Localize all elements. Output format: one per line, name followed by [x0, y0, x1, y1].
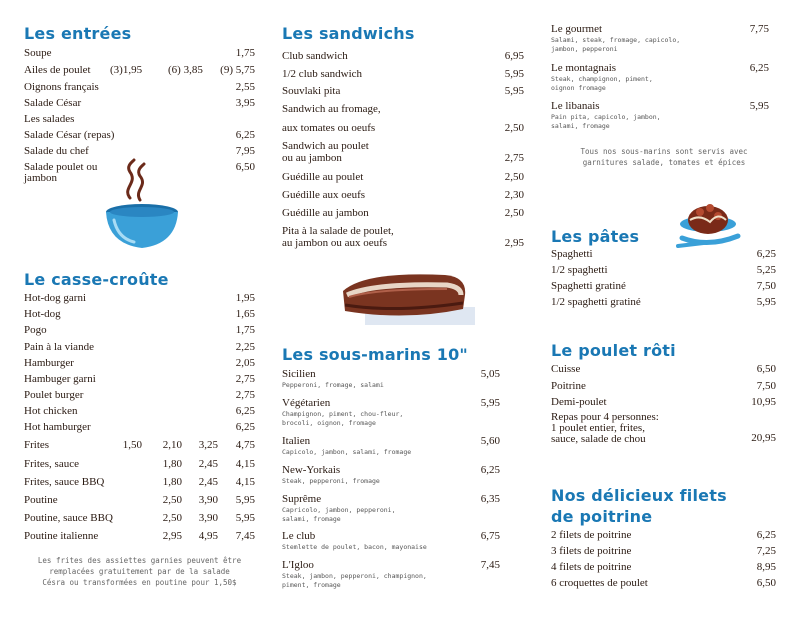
item-description: oignon fromage: [551, 84, 606, 92]
item-description: Steak, pepperoni, fromage: [282, 477, 380, 485]
item-description: salami, fromage: [282, 515, 341, 523]
section-title-filets-1: Nos délicieux filets: [551, 486, 727, 505]
section-title-entrees: Les entrées: [24, 24, 132, 43]
item-description: Salami, steak, fromage, capicolo,: [551, 36, 681, 44]
item-description: Capricolo, jambon, pepperoni,: [282, 506, 396, 514]
spaghetti-plate-image: [672, 190, 747, 262]
section-title-filets-2: de poitrine: [551, 507, 653, 526]
item-description: piment, fromage: [282, 581, 341, 589]
item-description: Steak, jambon, pepperoni, champignon,: [282, 572, 427, 580]
item-description: Stemlette de poulet, bacon, mayonaise: [282, 543, 427, 551]
item-description: Capicolo, jambon, salami, fromage: [282, 448, 412, 456]
item-description: Pain pita, capicolo, jambon,: [551, 113, 661, 121]
item-description: brocoli, oignon, fromage: [282, 419, 376, 427]
item-description: Champignon, piment, chou-fleur,: [282, 410, 404, 418]
section-title-sous-marins: Les sous-marins 10": [282, 345, 468, 364]
frites-note: Les frites des assiettes garnies peuvent être remplacées gratuitement par de la salade Césra ou transformées en poutine pour 1,50$: [37, 556, 242, 587]
item-description: Pepperoni, fromage, salami: [282, 381, 384, 389]
repas-description: Repas pour 4 personnes: 1 poulet entier, frites, sauce, salade de chou: [551, 411, 659, 445]
section-title-casse-croute: Le casse-croûte: [24, 270, 169, 289]
sous-marins-note: Tous nos sous-marins sont servis avec garnitures salade, tomates et épices: [580, 147, 748, 167]
item-description: salami, fromage: [551, 122, 610, 130]
item-description: jambon, pepperoni: [551, 45, 618, 53]
soup-bowl-image: [100, 158, 185, 253]
sandwich-image: [335, 265, 480, 330]
section-title-sandwichs: Les sandwichs: [282, 24, 415, 43]
section-title-pates: Les pâtes: [551, 227, 640, 246]
item-description: Steak, champignon, piment,: [551, 75, 653, 83]
section-title-poulet-roti: Le poulet rôti: [551, 341, 676, 360]
